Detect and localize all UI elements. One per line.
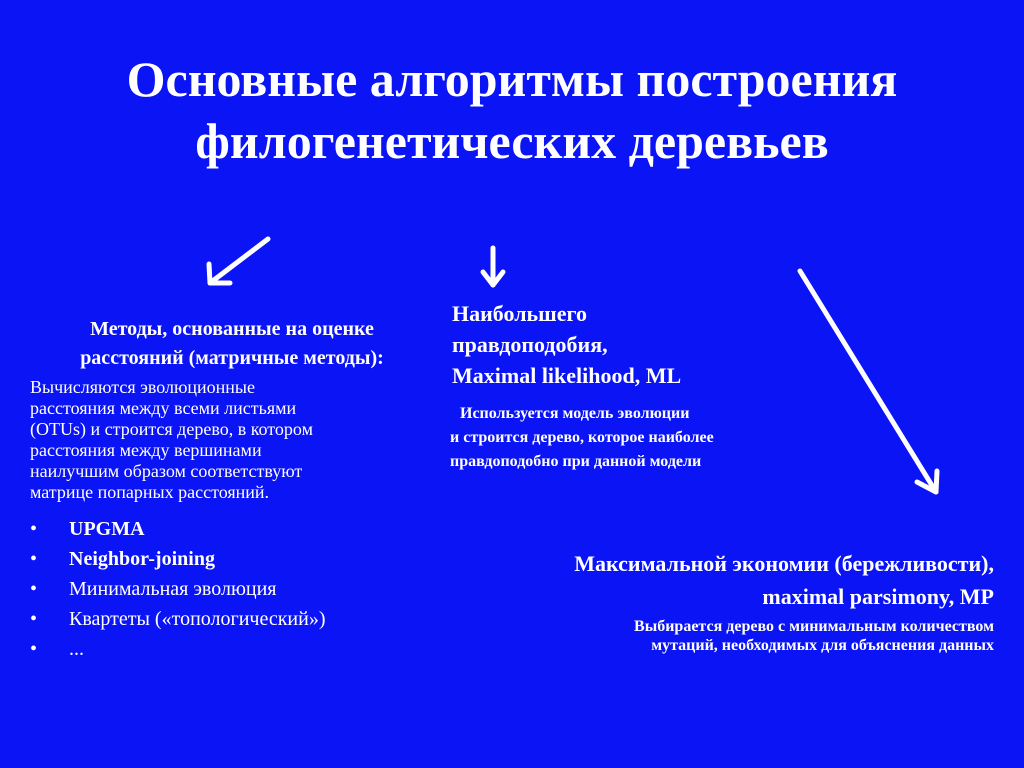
ml-description-line: правдоподобно при данной модели (450, 453, 702, 470)
distance-methods-list (30, 514, 325, 664)
ml-description (450, 402, 714, 474)
distance-heading-line-1: Методы, основанные на оценке (90, 318, 374, 340)
method-label: UPGMA (69, 518, 145, 540)
mp-heading-line-2: maximal parsimony, MP (762, 584, 994, 609)
title-line-2: филогенетических деревьев (195, 113, 829, 169)
distance-heading-line-2: расстояний (матричные методы): (80, 347, 384, 369)
ml-heading-line: правдоподобия, (452, 332, 608, 357)
distance-methods-description (30, 377, 313, 503)
method-label: ... (69, 638, 84, 660)
ml-description-line: Используется модель эволюции (460, 405, 690, 422)
method-label: Минимальная эволюция (69, 578, 277, 600)
ml-description-line: и строится дерево, которое наиболее (450, 429, 714, 446)
method-label: Neighbor-joining (69, 548, 215, 570)
description-line: расстояния между всеми листьями (30, 398, 297, 418)
bullet-icon: • (30, 548, 38, 570)
mp-description-line: мутаций, необходимых для объяснения данных (651, 637, 994, 654)
description-line: матрице попарных расстояний. (30, 482, 270, 502)
title-line-1: Основные алгоритмы построения (126, 51, 898, 107)
distance-methods-heading (22, 315, 442, 373)
arrow-down-icon (483, 248, 503, 285)
method-label: Квартеты («топологический») (69, 608, 326, 630)
mp-heading (574, 547, 994, 613)
mp-heading-line-1: Максимальной экономии (бережливости), (574, 551, 994, 576)
description-line: расстояния между вершинами (30, 440, 262, 460)
mp-description-line: Выбирается дерево с минимальным количеством (634, 618, 994, 635)
ml-heading-line: Maximal likelihood, ML (452, 363, 682, 388)
bullet-icon: • (30, 578, 38, 600)
description-line: Вычисляются эволюционные (30, 377, 256, 397)
description-line: наилучшим образом соответствуют (30, 461, 303, 481)
ml-heading-line: Наибольшего (452, 301, 587, 326)
list-item-neighbor-joining (30, 544, 325, 574)
list-item-upgma (30, 514, 325, 544)
ml-heading (452, 298, 681, 391)
list-item-quartets (30, 604, 325, 634)
arrow-down-right-icon (800, 271, 937, 492)
mp-description (634, 617, 994, 655)
list-item-ellipsis (30, 634, 325, 664)
description-line: (OTUs) и строится дерево, в котором (30, 419, 313, 439)
bullet-icon: • (30, 638, 38, 660)
bullet-icon: • (30, 608, 38, 630)
list-item-minimal-evolution (30, 574, 325, 604)
bullet-icon: • (30, 518, 38, 540)
arrow-down-left-icon (209, 239, 268, 283)
